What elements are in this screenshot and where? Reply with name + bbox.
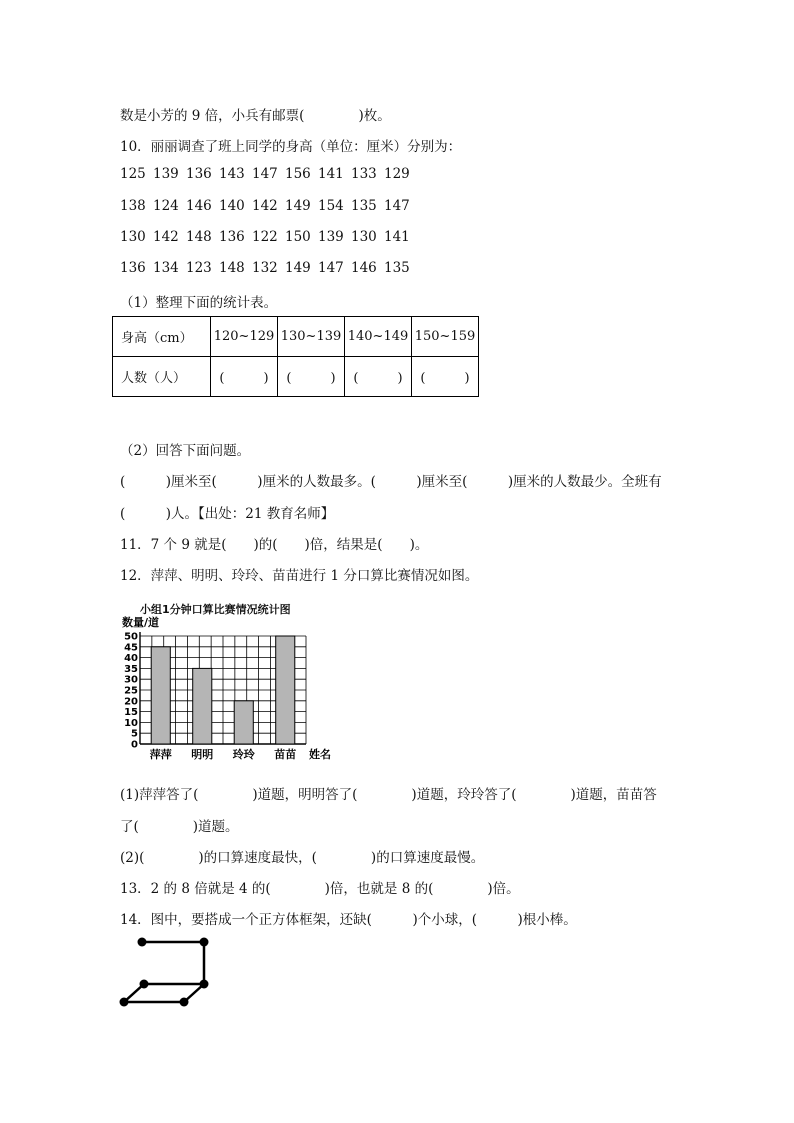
- x-axis-label: 姓名: [309, 748, 331, 761]
- y-tick-label: 5: [131, 728, 138, 740]
- bar: [276, 636, 295, 744]
- table-row: [113, 317, 479, 357]
- table-header-cell: 130~139: [278, 317, 345, 357]
- q10-sub2: （2）回答下面问题。: [120, 443, 251, 459]
- table-row-label: 人数（人）: [113, 357, 211, 397]
- bar: [151, 647, 170, 744]
- answer-blank[interactable]: ( ): [278, 357, 345, 397]
- ball: [120, 998, 129, 1007]
- q12-text: 12．萍萍、明明、玲玲、苗苗进行 1 分口算比赛情况如图。: [120, 568, 479, 584]
- q14-text: 14．图中，要搭成一个正方体框架，还缺( )个小球，( )根小棒。: [120, 912, 577, 928]
- q10-answer-line-2: ( )人。【出处：21 教育名师】: [120, 506, 335, 522]
- y-tick-label: 30: [124, 674, 138, 686]
- y-tick-label: 20: [124, 696, 138, 708]
- ball: [138, 938, 147, 947]
- bar: [193, 668, 212, 744]
- x-tick-label: 萍萍: [149, 748, 172, 761]
- height-row-1: 125 139 136 143 147 156 141 133 129: [120, 166, 410, 182]
- answer-blank[interactable]: ( ): [412, 357, 479, 397]
- y-tick-label: 15: [124, 707, 138, 719]
- ball: [140, 980, 149, 989]
- x-tick-label: 玲玲: [232, 748, 255, 761]
- y-tick-label: 40: [124, 653, 138, 665]
- q12-sub2: (2)( )的口算速度最快，( )的口算速度最慢。: [120, 850, 485, 866]
- ball: [180, 998, 189, 1007]
- chart-title: 小组1分钟口算比赛情况统计图: [140, 603, 291, 616]
- bar-chart: [118, 612, 348, 772]
- q12-sub1-a: (1)萍萍答了( )道题，明明答了( )道题，玲玲答了( )道题，苗苗答: [120, 787, 657, 803]
- height-row-2: 138 124 146 140 142 149 154 135 147: [120, 198, 410, 214]
- height-stat-table: [112, 316, 479, 397]
- table-row: [113, 357, 479, 397]
- y-tick-label: 25: [124, 685, 138, 697]
- q9-tail: 数是小芳的 9 倍，小兵有邮票( )枚。: [120, 108, 391, 124]
- answer-blank[interactable]: ( ): [345, 357, 412, 397]
- q10-intro: 10．丽丽调查了班上同学的身高（单位：厘米）分别为：: [120, 139, 462, 155]
- q12-sub1-b: 了( )道题。: [120, 819, 239, 835]
- bar: [234, 701, 253, 744]
- ball: [200, 938, 209, 947]
- y-tick-label: 50: [124, 631, 138, 643]
- table-header-cell: 120~129: [211, 317, 278, 357]
- cube-frame-diagram: [118, 934, 218, 1014]
- y-tick-label: 0: [131, 739, 138, 751]
- q10-answer-line-1: ( )厘米至( )厘米的人数最多。( )厘米至( )厘米的人数最少。全班有: [120, 474, 662, 490]
- height-row-3: 130 142 148 136 122 150 139 130 141: [120, 229, 410, 245]
- height-row-4: 136 134 123 148 132 149 147 146 135: [120, 260, 410, 276]
- q11-text: 11．7 个 9 就是( )的( )倍，结果是( )。: [120, 537, 429, 553]
- y-tick-label: 45: [124, 642, 138, 654]
- q10-sub1: （1）整理下面的统计表。: [120, 295, 278, 311]
- q13-text: 13．2 的 8 倍就是 4 的( )倍，也就是 8 的( )倍。: [120, 881, 520, 897]
- y-tick-label: 35: [124, 663, 138, 675]
- table-header-cell: 150~159: [412, 317, 479, 357]
- table-header-cell: 140~149: [345, 317, 412, 357]
- answer-blank[interactable]: ( ): [211, 357, 278, 397]
- table-header-cell: 身高（cm）: [113, 317, 211, 357]
- y-tick-label: 10: [124, 717, 138, 729]
- x-tick-label: 明明: [191, 748, 214, 761]
- y-axis-label: 数量/道: [122, 616, 160, 629]
- ball: [200, 980, 209, 989]
- x-tick-label: 苗苗: [274, 748, 297, 761]
